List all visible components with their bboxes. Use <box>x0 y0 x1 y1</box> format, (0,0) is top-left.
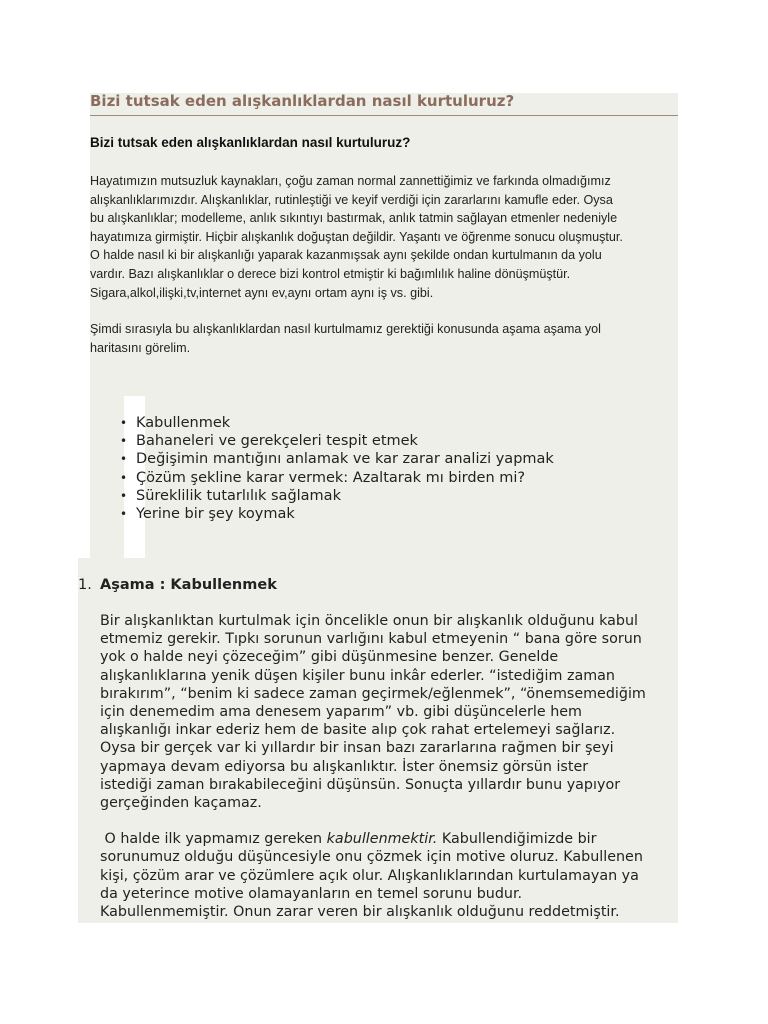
text-line: Oysa bir gerçek var ki yıllardır bir insan bazı zararlarına rağmen bir şeyi <box>100 740 614 757</box>
text-line: yok o halde neyi çözeceğim” gibi düşünmesine benzer. Genelde <box>100 649 559 666</box>
bullet-icon: • <box>120 434 128 449</box>
stage-body <box>100 612 690 921</box>
list-background-left <box>90 396 124 558</box>
list-item: • Yerine bir şey koymak <box>120 506 295 523</box>
intro-line: O halde nasıl ki bir alışkanlığı yaparak kazanmışsak aynı şekilde ondan kurtulmanın da yolu <box>90 248 602 263</box>
text-line: O halde ilk yapmamız gereken kabullenmektir. Kabullendiğimizde bir <box>100 831 597 848</box>
article-subtitle: Bizi tutsak eden alışkanlıklardan nasıl kurtuluruz? <box>90 135 411 150</box>
text-line: alışkanlığı inkar ederiz hem de basite alıp çok rahat ertelemeyi sağlarız. <box>100 722 616 739</box>
intro-line: alışkanlıklarımızdır. Alışkanlıklar, rutinleştiği ve keyif verdiği için zararlarını kamufle eder. Oysa <box>90 192 613 207</box>
text-line: alışkanlıklarına yenik düşen kişiler bunu inkâr ederler. “istediğim zaman <box>100 667 615 684</box>
text-line: için denemedim ama denesem yaparım” vb. gibi düşüncelerle hem <box>100 704 582 721</box>
stage-paragraph <box>100 830 690 921</box>
intro-line: hayatımıza girmiştir. Hiçbir alışkanlık doğuştan değildir. Yaşantı ve öğrenme sonucu oluşmuştur. <box>90 229 623 244</box>
steps-list <box>120 414 554 523</box>
stage-heading: Aşama : Kabullenmek <box>100 577 277 593</box>
text-line: yapmaya devam ediyorsa bu alışkanlıktır. İster önemsiz görsün ister <box>100 758 589 775</box>
list-item: • Değişimin mantığını anlamak ve kar zarar analizi yapmak <box>120 451 554 468</box>
text-line: Kabullenmemiştir. Onun zarar veren bir alışkanlık olduğunu reddetmiştir. <box>100 904 620 921</box>
emphasis: kabullenmektir. <box>326 831 438 848</box>
list-item: • Bahaneleri ve gerekçeleri tespit etmek <box>120 433 418 450</box>
intro-line: Şimdi sırasıyla bu alışkanlıklardan nasıl kurtulmamız gerektiği konusunda aşama aşama yol <box>90 322 601 337</box>
text-line: kişi, çözüm arar ve çözümlere açık olur. Alışkanlıklarından kurtulamayan ya <box>100 867 639 884</box>
title-divider <box>90 115 678 116</box>
intro-line: vardır. Bazı alışkanlıklar o derece bizi kontrol etmiştir ki bağımlılık haline dönüşmüştür. <box>90 266 571 281</box>
text-line: sorunumuz olduğu düşüncesiyle onu çözmek için motive oluruz. Kabullenen <box>100 849 643 866</box>
stage-number: 1. <box>78 577 92 593</box>
intro-line: bu alışkanlıklar; modelleme, anlık sıkıntıyı bastırmak, anlık tatmin sağlayan etmenler nedeniyle <box>90 211 618 226</box>
text-line: gerçeğinden kaçamaz. <box>100 795 262 812</box>
text-line: da yeterince motive olamayanların en temel sorunu budur. <box>100 885 523 902</box>
text-line: Bir alışkanlıktan kurtulmak için öncelikle onun bir alışkanlık olduğunu kabul <box>100 613 639 629</box>
stage-paragraph <box>100 612 690 812</box>
intro-section <box>90 172 690 357</box>
text-line: istediği zaman bırakabileceğini düşünsün. Sonuçta yıllardır bunu yapıyor <box>100 776 621 793</box>
text-line: bırakırım”, “benim ki sadece zaman geçirmek/eğlenmek”, “önemsemediğim <box>100 685 646 702</box>
list-item: • Kabullenmek <box>120 415 231 431</box>
text-line: etmemiz gerekir. Tıpkı sorunun varlığını kabul etmeyenin “ bana göre sorun <box>100 631 642 648</box>
intro-line: haritasını görelim. <box>90 340 191 355</box>
list-item: • Süreklilik tutarlılık sağlamak <box>120 487 341 504</box>
intro-line: Hayatımızın mutsuzluk kaynakları, çoğu zaman normal zannettiğimiz ve farkında olmadığımız <box>90 174 611 188</box>
bullet-icon: • <box>120 470 128 485</box>
bullet-icon: • <box>120 507 128 522</box>
intro-line: Sigara,alkol,ilişki,tv,internet aynı ev,aynı ortam aynı iş vs. gibi. <box>90 285 434 300</box>
bullet-icon: • <box>120 452 128 467</box>
page-title: Bizi tutsak eden alışkanlıklardan nasıl kurtuluruz? <box>90 92 515 110</box>
list-item: • Çözüm şekline karar vermek: Azaltarak mı birden mi? <box>120 469 526 486</box>
bullet-icon: • <box>120 416 128 430</box>
bullet-icon: • <box>120 488 128 503</box>
